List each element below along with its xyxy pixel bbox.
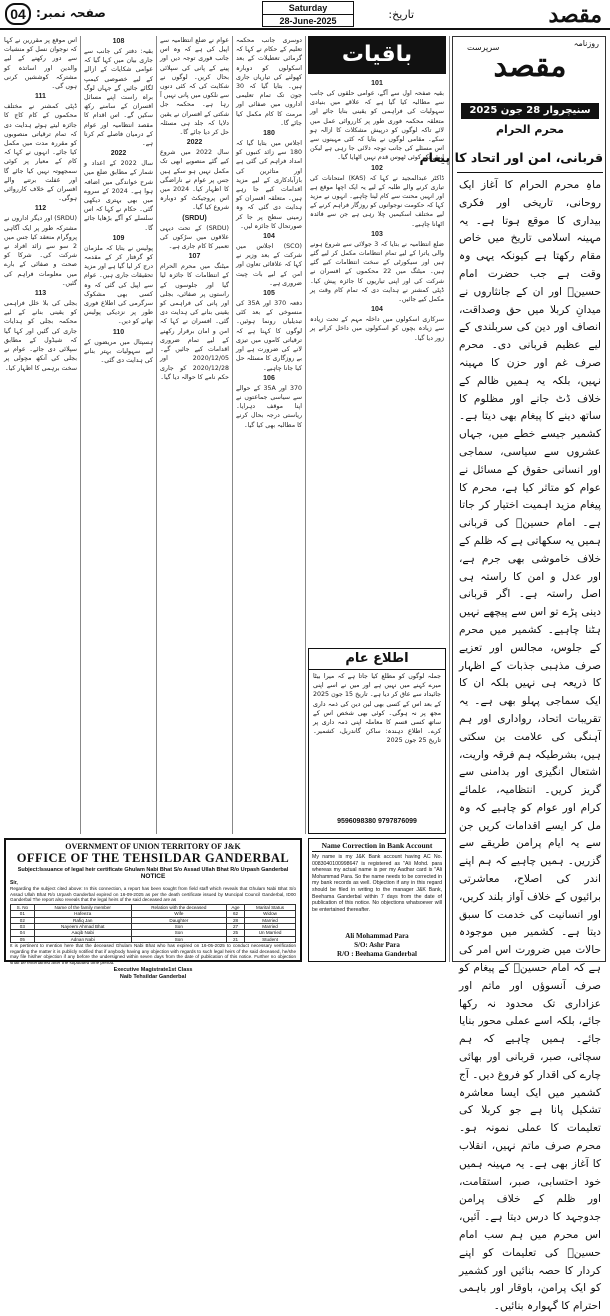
table-row [11, 936, 296, 942]
notice-signature-office: Naib Tehsildar Ganderbal [119, 973, 187, 980]
section-number: 113 [34, 290, 47, 298]
date-value: 28-June-2025 [279, 16, 337, 26]
section-text: عوام نے ضلع انتظامیہ سے اپیل کی ہے کہ وہ اس جانب فوری توجہ دیں اور پینے کے پانی کی سپلائی بحال کریں۔ لوگوں نے شکایت کی کہ کئی دنوں سے نلکوں میں پانی نہیں آ رہا ہے۔ محکمہ جل شکتی کے افسران نے یقین دلایا کہ جلد ہی مسئلہ حل کر دیا جائے گا۔ [160, 37, 229, 137]
name-correction-notice [308, 838, 446, 962]
editorial-subhead: محرم الحرام [496, 123, 564, 136]
notice-subject: Subject:Issuance of legal heir certificate Ghulam Nabi Bhat S/o Assad Ullah Bhat R/o Urpash Ganderbal [17, 867, 289, 873]
table-cell: 27 [226, 924, 244, 930]
page-number: 04 [5, 3, 31, 25]
masthead-brand: مقصد [548, 2, 602, 28]
section-number: 104 [263, 233, 275, 241]
section-text: سرکاری اسکولوں میں داخلہ مہم کے تحت زیادہ سے زیادہ بچوں کو اسکولوں میں داخل کرانے پر زور دیا گیا۔ [310, 316, 444, 342]
table-cell: Son [131, 936, 226, 942]
table-header: Name of the family member [34, 904, 131, 910]
section-text: دفعہ 370 اور 35A کی منسوخی کے بعد کئی تبدیلیاں رونما ہوئیں۔ لوگوں کا کہنا ہے کہ ترقیاتی کاموں میں تیزی لانے کی ضرورت ہے اور بے روزگاری کا مسئلہ حل کیا جانا چاہیے۔ [236, 300, 302, 372]
table-cell: 01 [11, 911, 35, 917]
section-text: بقیہ صفحہ اول سے آگے، عوامی حلقوں کی جانب سے مطالبہ کیا گیا ہے کہ علاقے میں بنیادی سہولیات کی فراہمی کو یقینی بنایا جائے اور متعلقہ محکمہ فوری طور پر کارروائی عمل میں لائے تاکہ لوگوں کو درپیش مشکلات کا ازالہ ہو سکے۔ مقامی لوگوں نے بتایا کہ کئی مہینوں سے اس مسئلے کی جانب توجہ دلائی جا رہی ہے لیکن ابھی تک کوئی ٹھوس قدم نہیں اٹھایا گیا۔ [310, 90, 444, 162]
table-cell: Adnan Nabi [34, 936, 131, 942]
section-number: 103 [371, 230, 383, 238]
date-day: Saturday [263, 2, 353, 15]
section-number: 180 [263, 130, 275, 138]
section-text: ہسپتال میں مریضوں کے لیے سہولیات بہتر بنانے کی ہدایت دی گئی۔ [84, 338, 153, 365]
table-cell: 28 [226, 917, 244, 923]
section-text: بجلی کی بلا خلل فراہمی کو یقینی بنانے کے لیے محکمہ بجلی کو ہدایات جاری کی گئیں اور کہا گیا کہ شیڈول کے مطابق سپلائی دی جائے۔ عوام نے بجلی کی آنکھ مچولی پر سخت برہمی کا اظہار کیا۔ [4, 300, 77, 372]
correction-name: Ali Mohammad Para [345, 932, 409, 940]
column-rule [156, 36, 157, 834]
notice-signature-title: Executive Magistrate1st Class [113, 966, 193, 973]
correction-title: Name Correction in Bank Account [312, 841, 442, 852]
page-number-label: صفحہ نمبر: [36, 6, 106, 20]
table-cell: 62 [226, 911, 244, 917]
public-notice-title: اطلاع عام [309, 649, 445, 670]
news-column-1 [310, 78, 444, 644]
notice-footer: It is pertinent to mention here that the deceased Ghulam Nabi Bhat who has expired on 16-05-2025 to conduct necessary verification regarding the matter it is publicly notified that if anybody having any objection with regards to such legal heirs of the said deceased, he/she may file his/her objection if any before the undersigned within seven days from the date of publication of this notice. Further no objection shall be entertained after the stipulated time period. [10, 943, 296, 965]
table-cell: 03 [11, 924, 35, 930]
table-cell: 25 [226, 930, 244, 936]
baqiyat-banner: باقیات [308, 36, 446, 74]
public-notice-phone: 9596098380 9797876099 [337, 818, 417, 825]
table-cell: Wife [131, 911, 226, 917]
notice-salutation: Sir, [10, 880, 18, 886]
editorial-masthead [461, 39, 599, 103]
editorial-title: مقصد [493, 49, 567, 84]
section-text: (SRDU) اور دیگر اداروں نے مشترکہ طور پر ایک آگاہی پروگرام منعقد کیا جس میں 2 سو سے زائد افراد نے شرکت کی۔ شرکا کو صحت و صفائی کے بارے میں معلومات فراہم کی گئیں۔ [4, 215, 77, 287]
column-rule [80, 36, 81, 834]
table-header: Marital Status [245, 904, 296, 910]
section-text: اجلاس میں بتایا گیا کہ 180 سے زائد کنبوں کو امداد فراہم کی گئی ہے اور متاثرین کی بازآبادکاری کے لیے مزید اقدامات کیے جا رہے ہیں۔ متعلقہ افسران کو ہدایت دی گئی کہ وہ زمینی سطح پر جا کر صورتحال کا جائزہ لیں۔ [236, 140, 302, 230]
public-notice-urdu [308, 648, 446, 834]
table-cell: Son [131, 930, 226, 936]
section-text: سال 2022 میں شروع کیے گئے منصوبے ابھی تک مکمل نہیں ہو سکے ہیں جس پر عوام نے ناراضگی کا اظہار کیا۔ 2024 میں اس پروجیکٹ کو دوبارہ شروع کیا گیا۔ [160, 149, 229, 212]
table-header: S. No [11, 904, 35, 910]
notice-body: Regarding the subject cited above: In this connection, a report has been sought from field staff which reveals that Ghulam Nabi Bhat S/o Assad Ullah Bhat R/o Urpash Ganderbal expired on 16-09-2025 as per the death certificate issued by Muncipal Council Ganderbal, ID00 Ganderbal The report also reveals that the legal heirs of the said deceased are as [10, 886, 296, 903]
table-cell: Widow [245, 911, 296, 917]
rozn-label: روزنامہ [573, 39, 599, 48]
section-number: 110 [112, 328, 125, 336]
section-text: دوسری جانب محکمہ تعلیم کے حکام نے کہا کہ گرمائی تعطیلات کے بعد اسکولوں کو دوبارہ کھولنے کی تیاریاں جاری ہیں۔ بتایا گیا کہ 30 جون تک تمام تعلیمی اداروں میں صفائی اور مرمت کا کام مکمل کیا جائے گا۔ [236, 37, 302, 127]
section-number: 107 [188, 253, 201, 261]
legal-heirs-table [10, 904, 296, 943]
section-number: 105 [263, 290, 275, 298]
table-cell: 04 [11, 930, 35, 936]
editorial-box [419, 36, 606, 1313]
correction-text: My name is my J&K Bank account having AC No. 0083040100998647 is registered as "Ali Mohd. para whereas my actual name is per my Aadhar card is "Ali Mohammad Para. So the name needs to be corrected in my bank records as well. Objection if any in this regard should be filed in writing to the manager J&K Bank, Beehama Ganderbal within 7 days from the date of publication of this notice. No objections whatsoever will be entertained thereafter. [312, 854, 442, 913]
news-column-5 [4, 36, 77, 834]
table-cell: Hafeeza [34, 911, 131, 917]
column-rule [305, 36, 306, 834]
section-text: (SRDU) کے تحت دیہی علاقوں میں سڑکوں کی تعمیر کا کام جاری ہے۔ [160, 224, 229, 251]
editorial-headline: قربانی، امن اور اتحاد کا پیغام [457, 145, 603, 173]
sarparast-label: سرپرست [467, 43, 500, 52]
table-header: Relation with the deceased [131, 904, 226, 910]
correction-ro: R/O : Beehama Ganderbal [337, 950, 417, 958]
column-rule [232, 36, 233, 834]
table-cell: Rafiq Jan [34, 917, 131, 923]
section-text: 370 اور 35A کے حوالے سے سیاسی جماعتوں نے اپنا موقف دہرایا۔ ریاستی درجہ بحال کرنے کا مطالبہ بھی کیا گیا۔ [236, 384, 302, 429]
section-text: ضلع انتظامیہ نے بتایا کہ 3 جولائی سے شروع ہونے والی یاترا کے لیے تمام انتظامات مکمل کر لیے گئے ہیں اور سیکورٹی کے سخت انتظامات کیے گئے ہیں۔ میٹنگ میں 22 محکموں کے افسران نے شرکت کی اور اپنی تیاریوں کا جائزہ پیش کیا۔ ڈپٹی کمشنر نے ہدایت دی کہ تمام کام وقت پر مکمل کیے جائیں۔ [310, 240, 445, 304]
table-cell: Son [131, 924, 226, 930]
section-number: 2022 [110, 150, 127, 158]
section-text: بقیہ: دفتر کی جانب سے جاری بیان میں کہا گیا کہ عوامی شکایات کے ازالے کے لیے خصوصی کیمپ لگائے جائیں گے جہاں لوگ براہ راست اپنے مسائل افسران کے سامنے رکھ سکیں گے۔ اس اقدام کا مقصد انتظامیہ اور عوام کے درمیان فاصلے کم کرنا ہے۔ [84, 48, 153, 148]
table-cell: Married [245, 917, 296, 923]
section-text: اس موقع پر مقررین نے کہا کہ نوجوان نسل کو منشیات سے دور رکھنے کے لیے والدین اور اساتذہ کو مشترکہ کوششیں کرنی ہوں گی۔ [4, 37, 77, 91]
section-number: 111 [35, 93, 46, 101]
section-number: (SRDU) [182, 214, 207, 222]
news-column-4 [84, 36, 153, 834]
table-cell: Aaqib Nabi [34, 930, 131, 936]
notice-label: NOTICE [140, 873, 166, 880]
section-text: پولیس نے بتایا کہ ملزمان کو گرفتار کر کے مقدمہ درج کر لیا گیا ہے اور مزید تحقیقات جاری ہیں۔ عوام سے اپیل کی گئی کہ وہ کسی بھی مشکوک سرگرمی کی اطلاع فوری طور پر نزدیکی پولیس تھانے کو دیں۔ [84, 244, 153, 326]
table-cell: Un Married [245, 930, 296, 936]
section-number: 108 [112, 38, 125, 45]
notice-government: OVERNMENT OF UNION TERRITORY OF J&K [65, 842, 241, 851]
notice-office: OFFICE OF THE TEHSILDAR GANDERBAL [16, 851, 290, 865]
public-notice-text: جملہ لوگوں کو مطلع کیا جاتا ہے کہ میرا بیٹا میرے کہنے میں نہیں ہے اور میں نے اسے اپنی جائیداد سے عاق کر دیا ہے۔ تاریخ 15 جون 2025 کے بعد اس کے کسی بھی لین دین کی ذمہ داری مجھ پر نہ ہوگی۔ کوئی بھی شخص اس کے ساتھ کسی قسم کا معاملہ اپنی ذمہ داری پر کرے۔ اطلاع دہندہ: ساکن گاندربل، کشمیر۔ تاریخ 25 جون 2025 [313, 673, 442, 745]
section-text: میٹنگ میں محرم الحرام کے انتظامات کا جائزہ لیا گیا اور جلوسوں کے راستوں پر صفائی، بجلی اور پانی کی فراہمی کو یقینی بنانے کی ہدایت دی گئی۔ افسران نے کہا کہ امن و امان برقرار رکھنے کے لیے تمام ضروری اقدامات کیے جائیں گے۔ 2020/12/05 اور 2020/12/28 کو جاری حکم نامے کا حوالہ دیا گیا۔ [160, 263, 229, 381]
table-cell: Student [245, 936, 296, 942]
section-text: سال 2022 کے اعداد و شمار کے مطابق ضلع میں شرح خواندگی میں اضافہ ہوا ہے۔ 2024 کے سروے میں بھی بہتری دیکھی گئی۔ حکام نے کہا کہ اس سلسلے کو آگے بڑھایا جائے گا۔ [84, 160, 153, 232]
table-header: Age [226, 904, 244, 910]
editorial-body: ماہِ محرم الحرام کا آغاز ایک روحانی، تاریخی اور فکری بیداری کا موقع ہوتا ہے۔ یہ مہینہ اسلامی تاریخ میں خاص مقام رکھتا ہے کیونکہ یہی وہ وقت ہے جب حضرت امام حسینؓ اور ان کے جانثاروں نے میدانِ کربلا میں حق وصداقت، انصاف اور دین کی سربلندی کے لیے عظیم قربانی دی۔ محرم صرف غم اور حزن کا مہینہ نہیں، بلکہ یہ ہمیں ظالم کے خلاف ڈٹ جانے اور مظلوم کا ساتھ دینے کا پیغام بھی دیتا ہے۔ کشمیر جیسے خطے میں، جہاں عشروں سے سیاسی، سماجی اور انسانی حقوق کے مسائل نے عوام کو متاثر کیا ہے، محرم کا پیغام مزید اہمیت اختیار کر جاتا ہے۔ امام حسینؓ کی قربانی ہمیں یہ سکھاتی ہے کہ ظلم کے خلاف خاموشی بھی جرم ہے، اور عدل و امن کا راستہ ہی اصل راستہ ہے۔ اگر قربانی دینی پڑے تو اس سے پیچھے نہیں ہٹنا چاہیے۔ کشمیر میں محرم کے جلوس، مجالس اور تعزیے صرف مذہبی جذبات کے اظہار کا ذریعہ ہی نہیں بلکہ ان کا ایک سماجی پہلو بھی ہے۔ یہ تقریبات اتحاد، رواداری اور ہم آہنگی کی علامت بن سکتی ہیں، بشرطیکہ ہم فرقہ واریت، اشتعال انگیزی اور بدامنی سے گریز کریں۔ انتظامیہ، علمائے کرام اور عوام کو چاہیے کہ وہ مل کر ایسے اقدامات کریں جن سے یہ ایام پرامن طریقے سے گزریں۔ ہمیں چاہیے کہ ہم اپنے اندر کی اصلاح، معاشرتی برائیوں کے خلاف آواز بلند کریں، اور انسانیت کی خدمت کا سبق دیتا ہے۔ کشمیر میں موجودہ حالات میں ضرورت اس امر کی ہے کہ امام حسینؓ کے پیغام کو صرف آنسوؤں اور ماتم اور عزاداری تک محدود نہ رکھا جائے، بلکہ اسے عملی محور بنایا جائے۔ ہمیں چاہیے کہ ہم سچائی، صبر، قربانی اور بھائی چارے کی اقدار کو فروغ دیں۔ آج کشمیر میں ایک ایسا معاشرہ تشکیل پانا ہے جو کربلا کی تعلیمات کا عملی نمونہ ہو۔ محرم صرف ماتم نہیں، انقلاب کا آغاز بھی ہے۔ یہ مہینہ ہمیں خود احتسابی، صبر، استقامت، اور ظلم کے خلاف پرامن جدوجہد کا درس دیتا ہے۔ آئیں، اس محرم میں ہم سب امام حسینؓ کی تعلیمات کو اپنے کردار کا حصہ بنائیں اور کشمیر کو ایک پرامن، باوقار اور باہمی احترام کا گہوارہ بنائیں۔ [459, 179, 601, 1313]
column-rule [449, 36, 450, 962]
correction-so: S/O: Ashr Para [354, 941, 400, 949]
table-cell: 02 [11, 917, 35, 923]
section-number: 104 [371, 306, 383, 314]
editorial-dateline: سنیچروار 28 جون 2025 [461, 103, 599, 119]
section-number: 101 [371, 80, 383, 87]
news-column-3 [160, 36, 229, 834]
table-cell: 21 [226, 936, 244, 942]
table-cell: Daughter [131, 917, 226, 923]
section-number: 2022 [186, 139, 203, 147]
section-number: 102 [371, 164, 383, 172]
table-cell: 05 [11, 936, 35, 942]
date-label: تاریخ: [388, 8, 414, 21]
section-text: ڈاکٹر عبدالمجید نے کہا کہ (KAS) امتحانات کی تیاری کرنے والے طلبہ کے لیے یہ ایک اچھا موقع ہے اور انہیں محنت سے کام لینا چاہیے۔ انہوں نے مزید کہا کہ حکومت نوجوانوں کو روزگار فراہم کرنے کے لیے مختلف اسکیمیں چلا رہی ہے جن سے فائدہ اٹھانا چاہیے۔ [310, 174, 444, 228]
news-column-2 [236, 36, 302, 834]
section-text: ڈپٹی کمشنر نے مختلف محکموں کے کام کاج کا جائزہ لیتے ہوئے ہدایت دی کہ تمام ترقیاتی منصوبوں کو مقررہ مدت میں مکمل کیا جائے۔ انہوں نے کہا کہ کام کے معیار پر کوئی سمجھوتہ نہیں کیا جائے گا اور غفلت برتنے والے افسران کے خلاف کارروائی ہوگی۔ [4, 103, 77, 203]
table-cell: Nayeem Ahmad Bhat [34, 924, 131, 930]
page-header [0, 0, 610, 30]
date-box [262, 1, 354, 27]
section-text: (SCO) اجلاس میں شرکت کے بعد وزیر نے کہا کہ علاقائی تعاون اور امن کے لیے بات چیت ضروری ہے۔ [236, 243, 302, 287]
section-number: 109 [112, 234, 125, 242]
section-number: 112 [34, 205, 47, 213]
table-cell: Married [245, 924, 296, 930]
section-number: 106 [263, 374, 275, 382]
tehsildar-notice [4, 838, 302, 980]
